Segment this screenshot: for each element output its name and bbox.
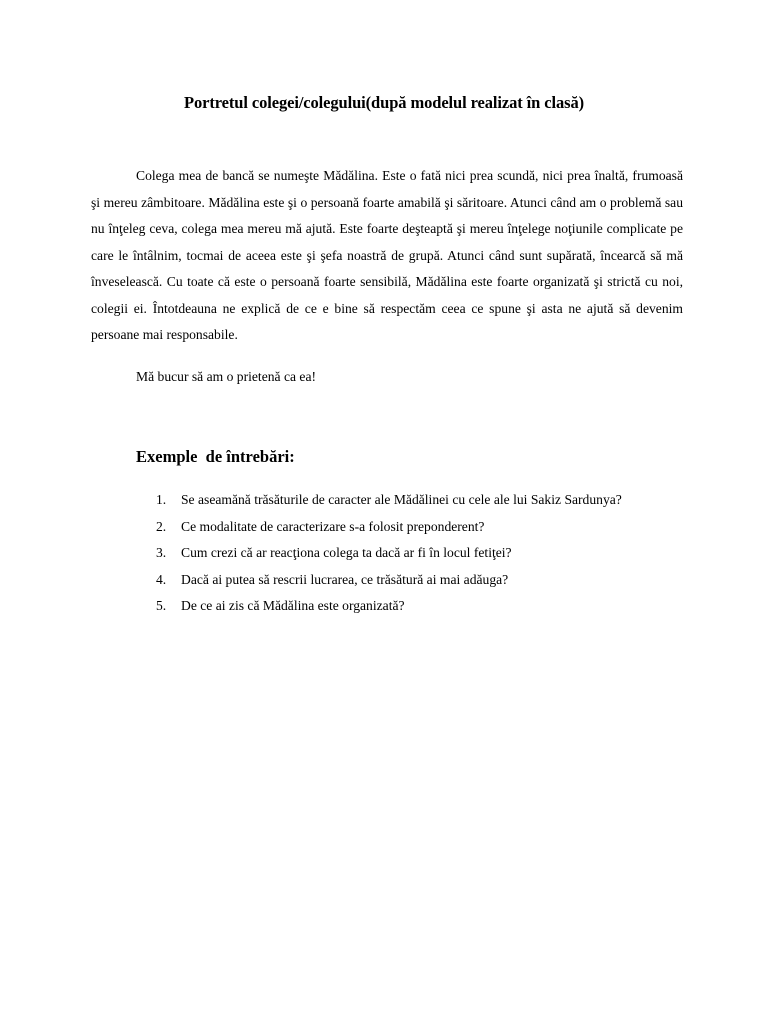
portrait-paragraph: Colega mea de bancă se numeşte Mădălina. Este o fată nici prea scundă, nici prea înaltă, frumoasă şi mereu zâmbitoare. Mădălina este şi o persoană foarte amabilă şi săritoare. Atunci când am o problemă sau nu înţeleg ceva, colega mea mereu mă ajută. Este foarte deşteaptă şi mereu înţelege noţiunile complicate pe care le întâlnim, tocmai de aceea este şi şefa noastră de grupă. Atunci când sunt supărată, încearcă să mă înveselească. Cu toate că este o persoană foarte sensibilă, Mădălina este foarte organizată şi strictă cu noi, colegii ei. Întotdeauna ne explică de ce e bine să respectăm ceea ce spune şi asta ne ajută să devenim persoane mai responsabile. [91,168,683,342]
question-item [156,540,622,567]
document-title: Portretul colegei/colegului(după modelul realizat în clasă) [184,93,584,112]
question-text: Ce modalitate de caracterizare s-a folosit preponderent? [181,518,485,534]
question-text: Cum crezi că ar reacţiona colega ta dacă ar fi în locul fetiţei? [181,545,512,560]
question-number: 4. [156,571,167,587]
question-number: 5. [156,598,167,613]
question-item [156,567,622,594]
question-text: Se aseamănă trăsăturile de caracter ale Mădălinei cu cele ale lui Sakiz Sardunya? [181,492,622,507]
questions-list [156,487,622,620]
question-number: 2. [156,518,167,534]
question-text: De ce ai zis că Mădălina este organizată? [181,598,405,613]
question-item [156,514,622,541]
question-number: 1. [156,492,167,507]
closing-sentence: Mă bucur să am o prietenă ca ea! [136,369,317,384]
questions-heading: Exemple de întrebări: [136,447,295,466]
question-number: 3. [156,545,167,560]
question-item [156,487,622,514]
question-text: Dacă ai putea să rescrii lucrarea, ce trăsătură ai mai adăuga? [181,571,509,587]
question-item [156,593,622,620]
